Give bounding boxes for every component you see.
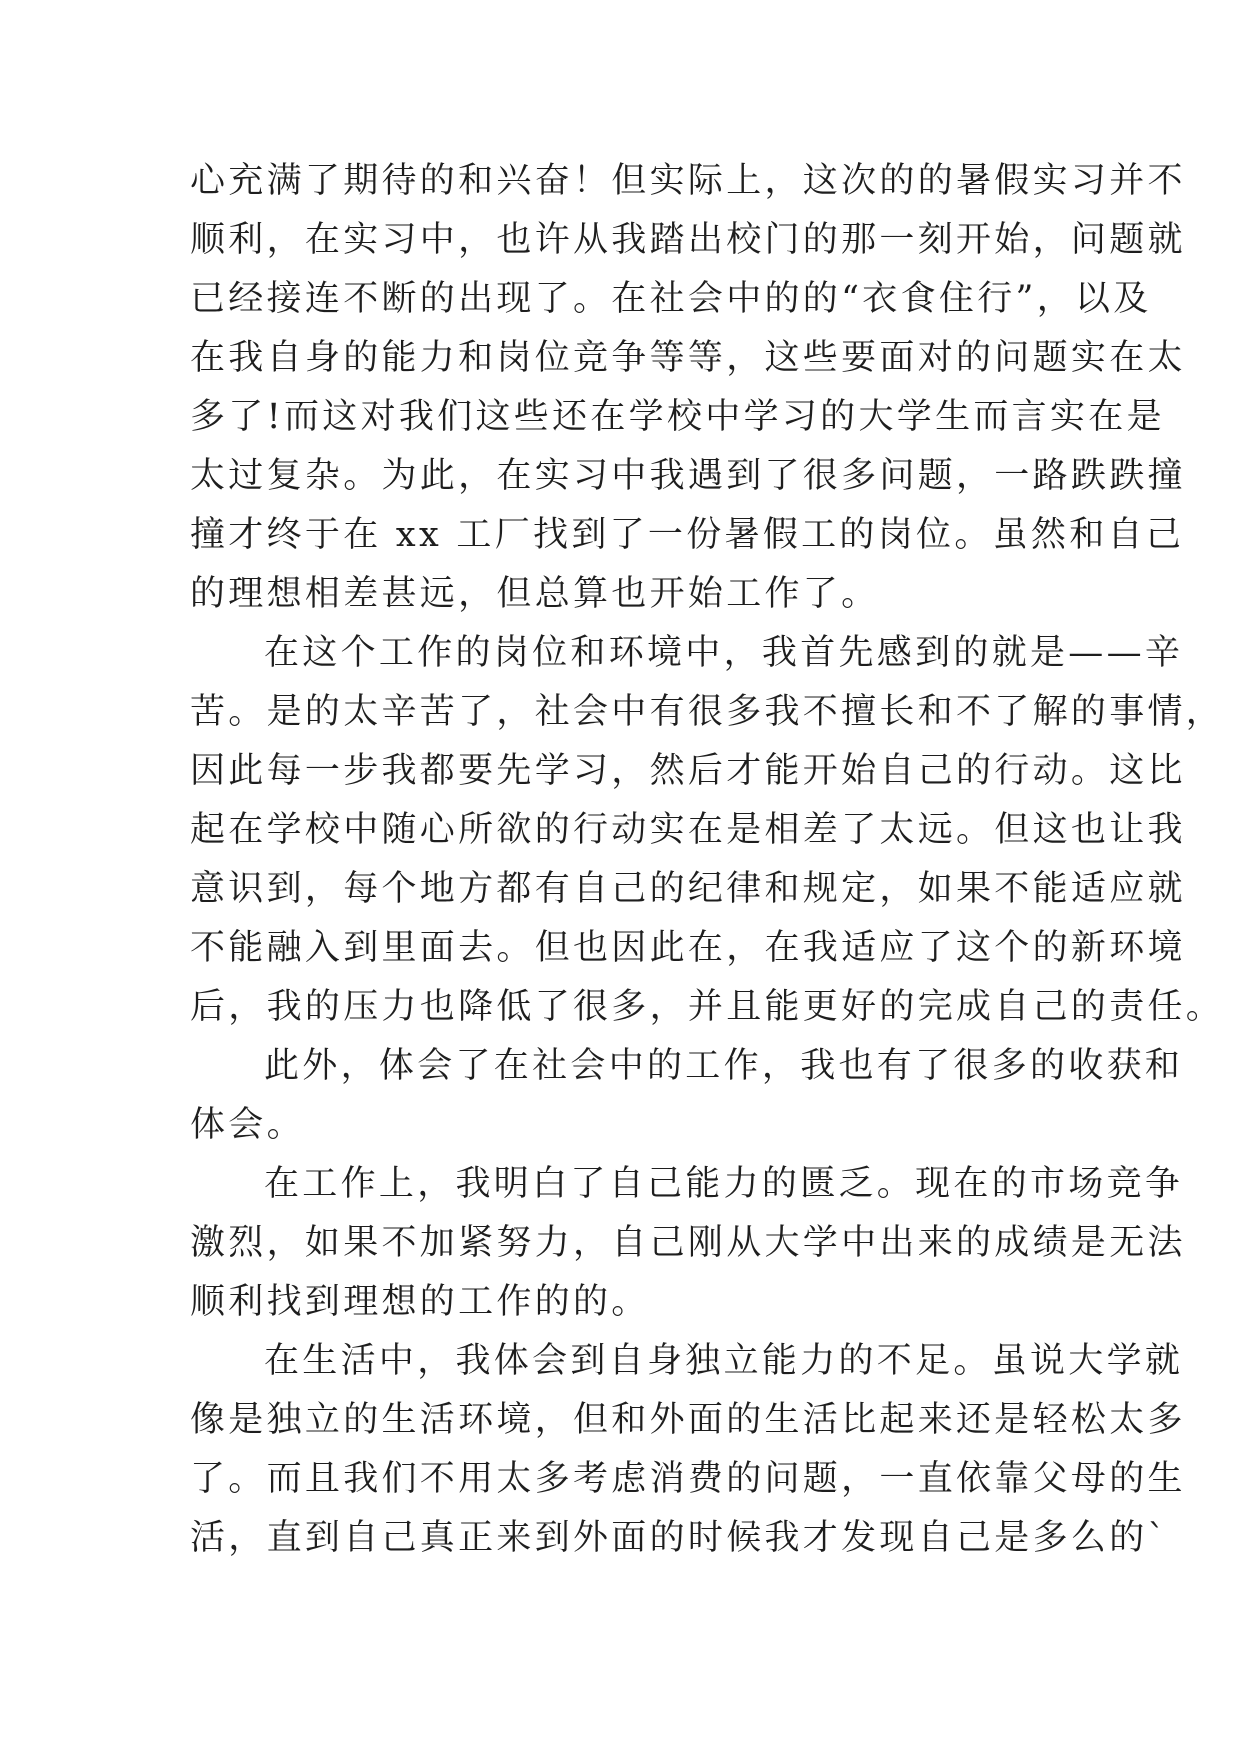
text-line-24: 活，直到自己真正来到外面的时候我才发现自己是多么的`: [190, 1518, 1169, 1558]
text-line-4: 在我自身的能力和岗位竞争等等，这些要面对的问题实在太: [190, 338, 1186, 378]
text-line-5: 多了!而这对我们这些还在学校中学习的大学生而言实在是: [190, 397, 1165, 437]
text-line-10: 苦。是的太辛苦了，社会中有很多我不擅长和不了解的事情，: [190, 692, 1225, 732]
text-line-20: 顺利找到理想的工作的的。: [190, 1282, 650, 1322]
text-line-11: 因此每一步我都要先学习，然后才能开始自己的行动。这比: [190, 751, 1186, 791]
text-line-1: 心充满了期待的和兴奋！但实际上，这次的的暑假实习并不: [190, 161, 1186, 201]
text-line-12: 起在学校中随心所欲的行动实在是相差了太远。但这也让我: [190, 810, 1186, 850]
text-line-13: 意识到，每个地方都有自己的纪律和规定，如果不能适应就: [190, 869, 1186, 909]
text-line-14: 不能融入到里面去。但也因此在，在我适应了这个的新环境: [190, 928, 1186, 968]
text-line-8: 的理想相差甚远，但总算也开始工作了。: [190, 574, 880, 614]
text-line-16: 此外，体会了在社会中的工作，我也有了很多的收获和: [264, 1046, 1184, 1086]
text-line-3: 已经接连不断的出现了。在社会中的的“衣食住行”，以及: [190, 279, 1152, 319]
text-line-23: 了。而且我们不用太多考虑消费的问题，一直依靠父母的生: [190, 1459, 1186, 1499]
text-line-6: 太过复杂。为此，在实习中我遇到了很多问题，一路跌跌撞: [190, 456, 1186, 496]
text-line-15: 后，我的压力也降低了很多，并且能更好的完成自己的责任。: [190, 987, 1225, 1027]
text-line-7: 撞才终于在 xx 工厂找到了一份暑假工的岗位。虽然和自己: [190, 515, 1185, 555]
text-line-9: 在这个工作的岗位和环境中，我首先感到的就是——辛: [264, 633, 1184, 673]
document-body: [190, 152, 1225, 1568]
text-line-19: 激烈，如果不加紧努力，自己刚从大学中出来的成绩是无法: [190, 1223, 1186, 1263]
text-line-21: 在生活中，我体会到自身独立能力的不足。虽说大学就: [264, 1341, 1184, 1381]
text-line-17: 体会。: [190, 1105, 305, 1145]
text-line-22: 像是独立的生活环境，但和外面的生活比起来还是轻松太多: [190, 1400, 1186, 1440]
text-line-18: 在工作上，我明白了自己能力的匮乏。现在的市场竞争: [264, 1164, 1184, 1204]
text-line-2: 顺利，在实习中，也许从我踏出校门的那一刻开始，问题就: [190, 220, 1186, 260]
